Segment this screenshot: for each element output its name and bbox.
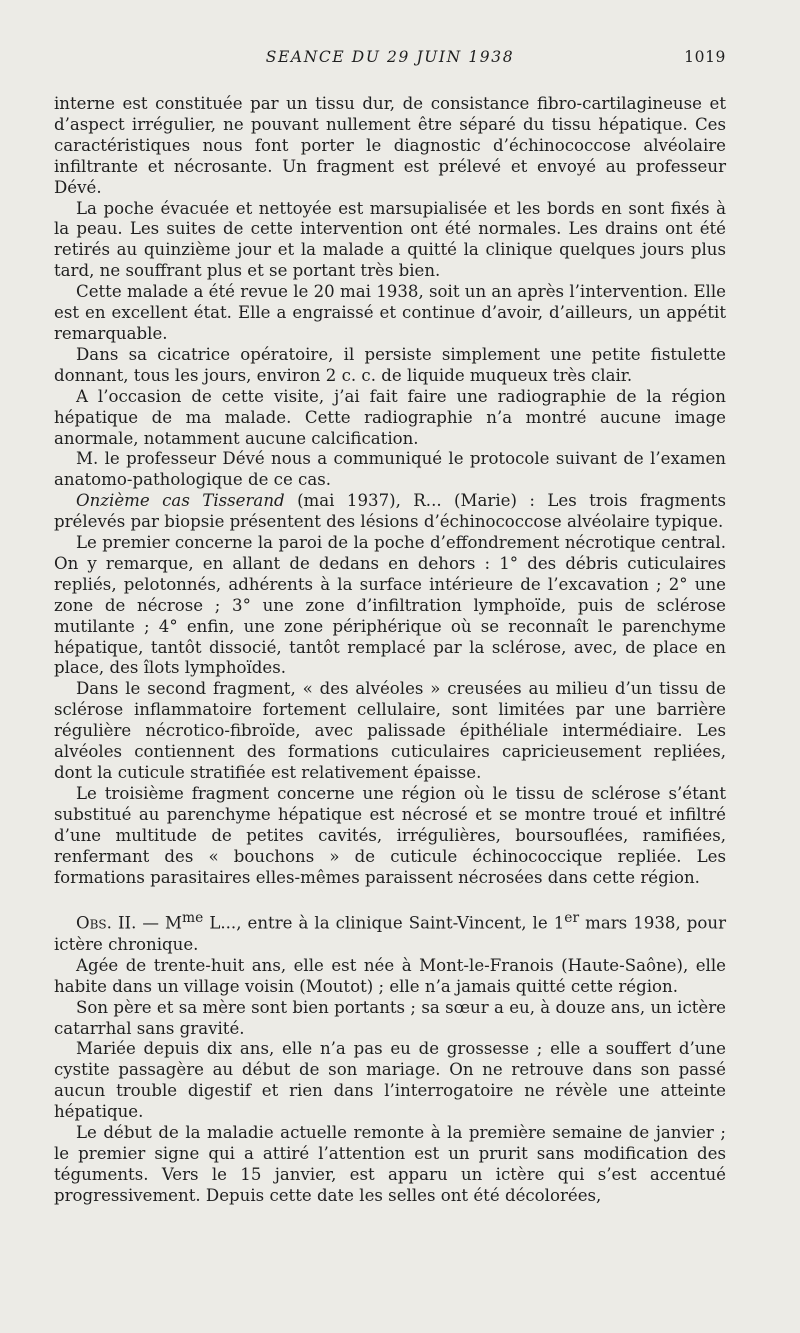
- paragraph: Son père et sa mère sont bien portants ; sa sœur a eu, à douze ans, un ictère catarrhal sans gravité.: [54, 997, 726, 1038]
- paragraph: Dans sa cicatrice opératoire, il persiste simplement une petite fistulette donnant, tous les jours, environ 2 c. c. de liquide muqueux très clair.: [54, 344, 726, 385]
- page: [54, 48, 726, 1207]
- observation-text: — M: [136, 913, 183, 933]
- superscript: me: [182, 910, 204, 927]
- case-text: (mai 1937), R... (Marie) : Les trois fragments prélevés par biopsie présentent des lésions d’échinococcose alvéolaire typique.: [54, 491, 726, 532]
- body-text: [54, 94, 726, 1207]
- observation-text: L..., entre à la clinique Saint-Vincent, le 1: [203, 913, 565, 933]
- paragraph: interne est constituée par un tissu dur, de consistance fibro-cartilagineuse et d’aspect irrégulier, ne pouvant nullement être séparé du tissu hépatique. Ces caractéristiques nous font porter le diagnostic d’échinococcose alvéolaire infiltrante et nécrosante. Un fragment est prélevé et envoyé au professeur Dévé.: [54, 94, 726, 197]
- paragraph: Mariée depuis dix ans, elle n’a pas eu de grossesse ; elle a souffert d’une cystite passagère au début de son mariage. On ne retrouve dans son passé aucun trouble digestif et rien dans l’interrogatoire ne révèle une atteinte hépatique.: [54, 1039, 726, 1122]
- paragraph: La poche évacuée et nettoyée est marsupialisée et les bords en sont fixés à la peau. Les suites de cette intervention ont été normales. Les drains ont été retirés au quinzième jour et la malade a quitté la clinique quelques jours plus tard, ne souffrant plus et se portant très bien.: [54, 198, 726, 281]
- paragraph: Cette malade a été revue le 20 mai 1938, soit un an après l’intervention. Elle est en excellent état. Elle a engraissé et continue d’avoir, d’ailleurs, un appétit remarquable.: [54, 282, 726, 343]
- paragraph: M. le professeur Dévé nous a communiqué le protocole suivant de l’examen anatomo-pathologique de ce cas.: [54, 449, 726, 490]
- running-head: [54, 48, 726, 74]
- paragraph: Agée de trente-huit ans, elle est née à Mont-le-Franois (Haute-Saône), elle habite dans un village voisin (Moutot) ; elle n’a jamais quitté cette région.: [54, 955, 726, 996]
- paragraph: A l’occasion de cette visite, j’ai fait faire une radiographie de la région hépatique de ma malade. Cette radiographie n’a montré aucune image anormale, notamment aucune calcification.: [54, 386, 726, 448]
- paragraph: Le troisième fragment concerne une région où le tissu de sclérose s’étant substitué au parenchyme hépatique est nécrosé et se montre troué et infiltré d’une multitude de petites cavités, irrégulières, boursouflées, ramifiées, renfermant des « bouchons » de cuticule échinococcique repliée. Les formations parasitaires elles-mêmes paraissent nécrosées dans cette région.: [54, 783, 726, 887]
- observation-text: mars 1938, pour ictère chronique.: [54, 913, 726, 954]
- observation-paragraph: [54, 908, 726, 955]
- running-title: SEANCE DU 29 JUIN 1938: [265, 48, 515, 66]
- case-paragraph: [54, 491, 726, 533]
- paragraph: Le début de la maladie actuelle remonte à la première semaine de janvier ; le premier signe qui a attiré l’attention est un prurit sans modification des téguments. Vers le 15 janvier, est apparu un ictère qui s’est accentué progressivement. Depuis cette date les selles ont été décolorées,: [54, 1123, 726, 1205]
- case-title: Onzième cas Tisserand: [76, 491, 285, 511]
- page-number: 1019: [684, 48, 726, 66]
- section-gap: [54, 888, 726, 908]
- paragraph: Dans le second fragment, « des alvéoles » creusées au milieu d’un tissu de sclérose inflammatoire fortement cellulaire, sont limitées par une barrière régulière nécrotico-fibroïde, avec palissade épithéliale intermédiaire. Les alvéoles contiennent des formations cuticulaires capricieusement repliées, dont la cuticule stratifiée est relativement épaisse.: [54, 679, 726, 782]
- paragraph: Le premier concerne la paroi de la poche d’effondrement nécrotique central. On y remarque, en allant de dedans en dehors : 1° des débris cuticulaires repliés, pelotonnés, adhérents à la surface intérieure de l’excavation ; 2° une zone de nécrose ; 3° une zone d’infiltration lymphoïde, puis de sclérose mutilante ; 4° enfin, une zone périphérique où se reconnaît le parenchyme hépatique, tantôt dissocié, tantôt remplacé par la sclérose, avec, de place en place, des îlots lymphoïdes.: [54, 533, 726, 678]
- observation-label: Obs. II.: [76, 913, 137, 933]
- superscript: er: [564, 910, 580, 927]
